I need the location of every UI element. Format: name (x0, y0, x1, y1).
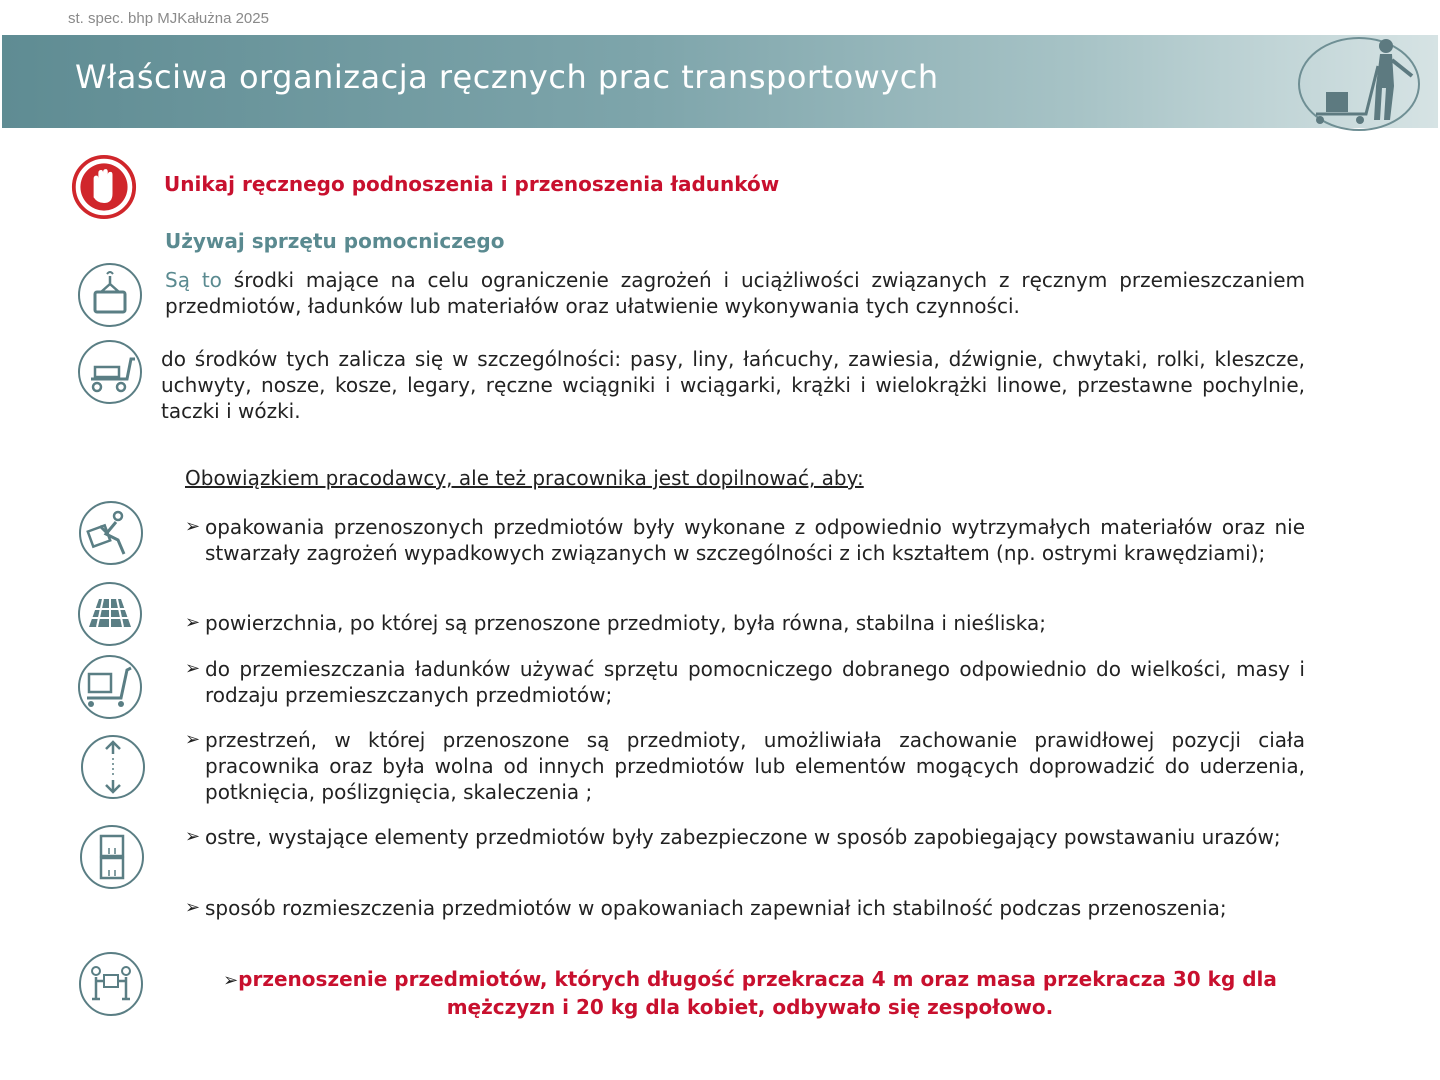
equipment-examples: do środków tych zalicza się w szczególności: pasy, liny, łańcuchy, zawiesia, dźwignie, chwytaki, rolki, kleszcze, uchwyty, nosze, kosze, legary, ręczne wciągniki i wciągarki, krążki i wielokrążki linowe, przestawne pochylnie, taczki i wózki. (161, 347, 1305, 423)
duty-item-text: przestrzeń, w której przenoszone są przedmioty, umożliwiała zachowanie prawidłowej pozycji ciała pracownika oraz była wolna od innych przedmiotów lub elementów mogących doprowadzić do uderzenia, potknięcia, poślizgnięcia, skaleczenia ; (205, 728, 1305, 804)
team-carrying-icon (78, 951, 144, 1017)
worker-pushing-cart-icon (1296, 36, 1422, 132)
bullet-arrow-icon: ➢ (185, 826, 201, 847)
duty-item-text: do przemieszczania ładunków używać sprzętu pomocniczego dobranego odpowiednio do wielkości, masy i rodzaju przemieszczanych przedmiotów; (205, 657, 1305, 707)
equipment-heading: Używaj sprzętu pomocniczego (165, 229, 505, 253)
vertical-arrows-icon (80, 734, 146, 800)
hand-truck-icon (77, 339, 143, 405)
bullet-arrow-icon: ➢ (185, 516, 201, 537)
page-title: Właściwa organizacja ręcznych prac transportowych (75, 58, 939, 96)
stop-hand-icon (71, 154, 141, 224)
box-carrying-person-icon (78, 500, 144, 566)
duty-item-text: powierzchnia, po której są przenoszone przedmioty, była równa, stabilna i nieśliska; (205, 611, 1047, 635)
duty-item (185, 610, 1305, 636)
duty-item-text: sposób rozmieszczenia przedmiotów w opakowaniach zapewniał ich stabilność podczas przenoszenia; (205, 896, 1227, 920)
bullet-arrow-icon: ➢ (185, 729, 201, 750)
floor-tiles-icon (77, 581, 143, 647)
duties-heading: Obowiązkiem pracodawcy, ale też pracownika jest dopilnować, aby: (185, 466, 864, 490)
bullet-arrow-icon: ➢ (185, 658, 201, 679)
duty-item-text: opakowania przenoszonych przedmiotów były wykonane z odpowiednio wytrzymałych materiałów oraz nie stwarzały zagrożeń wypadkowych związanych w szczególności z ich kształtem (np. ostrymi krawędziami); (205, 515, 1305, 565)
bullet-arrow-icon: ➢ (185, 612, 201, 633)
duty-item (185, 824, 1305, 850)
bullet-arrow-icon: ➢ (223, 970, 239, 991)
team-carrying-text: przenoszenie przedmiotów, których długość przekracza 4 m oraz masa przekracza 30 kg dla mężczyzn i 20 kg dla kobiet, odbywało się zespołowo. (238, 967, 1277, 1019)
lifting-hook-box-icon (77, 262, 143, 328)
duty-item (185, 514, 1305, 566)
bullet-arrow-icon: ➢ (185, 897, 201, 918)
definition-lead: Są to (165, 268, 222, 292)
footer-credit: st. spec. bhp MJKałużna 2025 (68, 10, 269, 27)
equipment-definition (165, 267, 1305, 319)
stacked-boxes-icon (79, 824, 145, 890)
duty-item (185, 656, 1305, 708)
duty-item-text: ostre, wystające elementy przedmiotów były zabezpieczone w sposób zapobiegający powstawaniu urazów; (205, 825, 1281, 849)
team-carrying-rule (210, 966, 1290, 1020)
warning-text: Unikaj ręcznego podnoszenia i przenoszenia ładunków (164, 172, 780, 196)
definition-rest: środki mające na celu ograniczenie zagrożeń i uciążliwości związanych z ręcznym przemieszczaniem przedmiotów, ładunków lub materiałów oraz ułatwienie wykonywania tych czynności. (165, 268, 1305, 318)
duty-item (185, 895, 1305, 921)
duty-item (185, 727, 1305, 805)
pallet-jack-icon (77, 654, 143, 720)
